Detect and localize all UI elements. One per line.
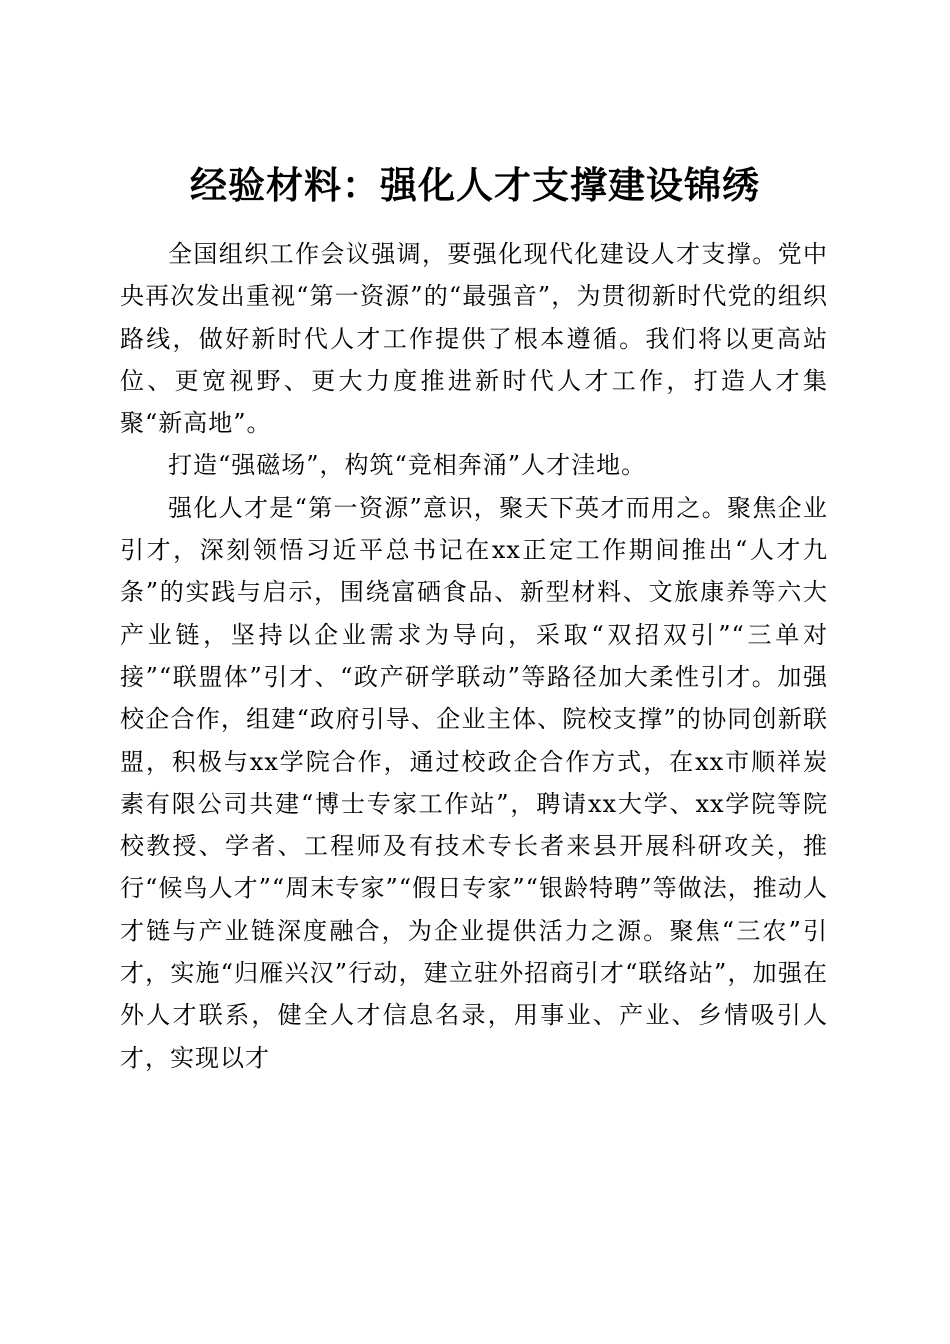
document-body: [120, 233, 828, 1079]
paragraph-heading: 打造“强磁场”，构筑“竞相奔涌”人才洼地。: [168, 451, 647, 480]
paragraph-detail: 强化人才是“第一资源”意识，聚天下英才而用之。聚焦企业引才，深刻领悟习近平总书记在xx正定工作期间推出“人才九条”的实践与启示，围绕富硒食品、新型材料、文旅康养等六大产业链，坚持以企业需求为导向，采取“双招双引”“三单对接”“联盟体”引才、“政产研学联动”等路径加大柔性引才。加强校企合作，组建“政府引导、企业主体、院校支撑”的协同创新联盟，积极与xx学院合作，通过校政企合作方式，在xx市顺祥炭素有限公司共建“博士专家工作站”，聘请xx大学、xx学院等院校教授、学者、工程师及有技术专长者来县开展科研攻关，推行“候鸟人才”“周末专家”“假日专家”“银龄特聘”等做法，推动人才链与产业链深度融合，为企业提供活力之源。聚焦“三农”引才，实施“归雁兴汉”行动，建立驻外招商引才“联络站”，加强在外人才联系，健全人才信息名录，用事业、产业、乡情吸引人才，实现以才: [120, 493, 828, 1072]
document-title: 经验材料：强化人才支撑建设锦绣: [190, 162, 760, 207]
paragraph-intro: 全国组织工作会议强调，要强化现代化建设人才支撑。党中央再次发出重视“第一资源”的“最强音”，为贯彻新时代党的组织路线，做好新时代人才工作提供了根本遵循。我们将以更高站位、更宽视野、更大力度推进新时代人才工作，打造人才集聚“新高地”。: [120, 240, 828, 438]
